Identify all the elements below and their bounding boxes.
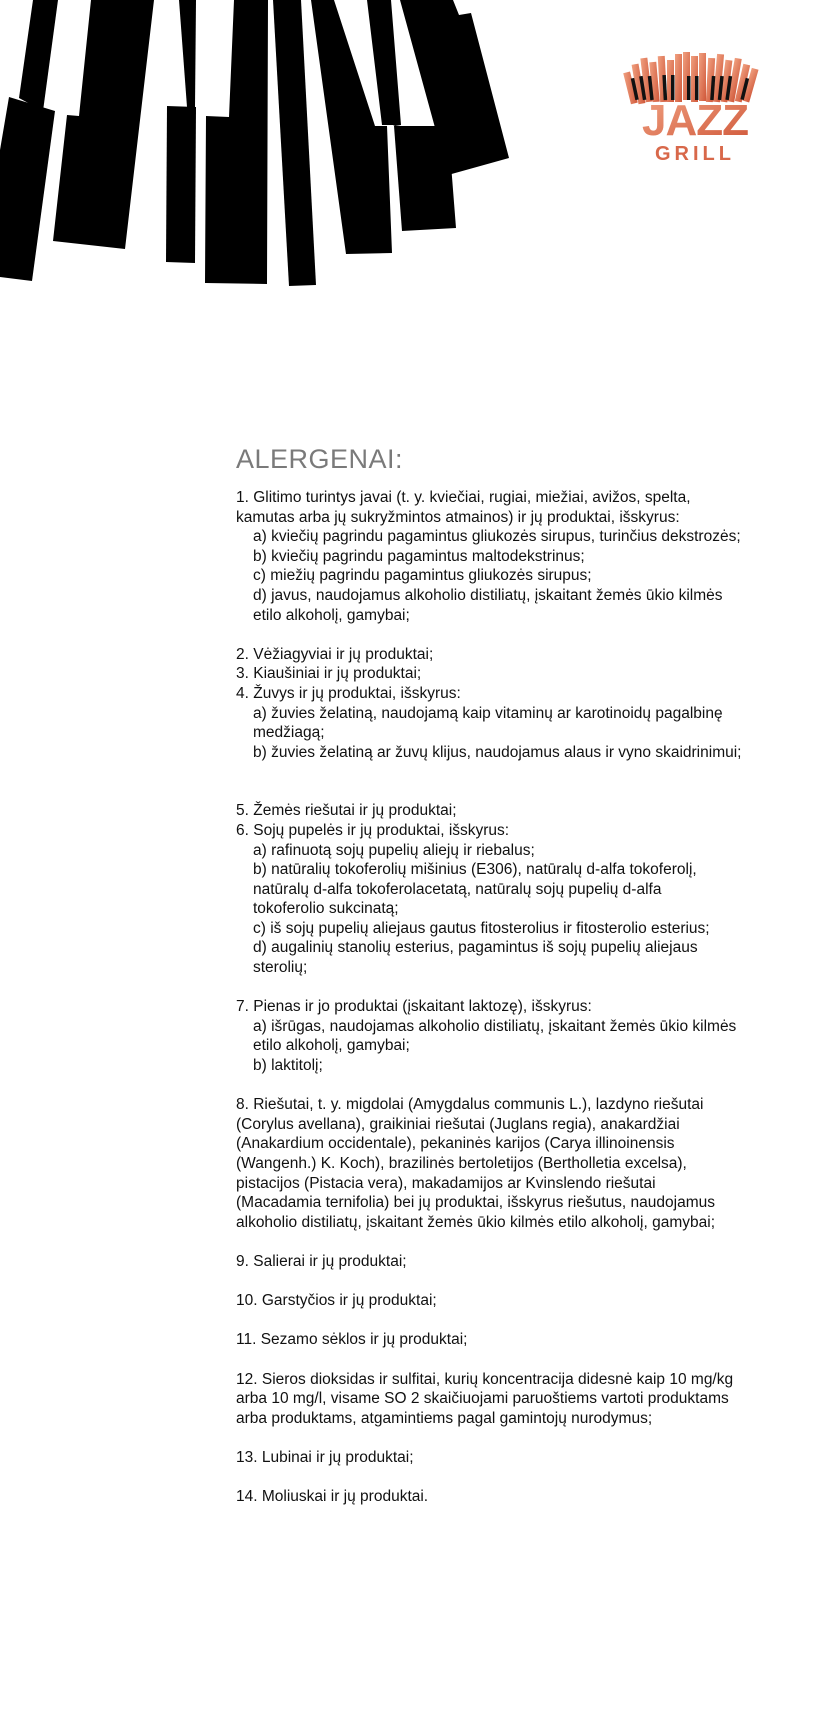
allergen-item-text: (Corylus avellana), graikiniai riešutai (Juglans regia), anakardžiai <box>236 1115 680 1133</box>
allergen-item-text: 3. Kiaušiniai ir jų produktai; <box>236 665 422 683</box>
allergen-exception: etilo alkoholį, gamybai; <box>253 1037 410 1055</box>
allergen-item <box>236 997 776 1075</box>
piano-key <box>205 0 268 284</box>
allergen-exception: b) laktitolį; <box>253 1057 323 1075</box>
spacer <box>236 1076 776 1096</box>
spacer <box>236 1311 776 1331</box>
allergen-item-text: kamutas arba jų sukryžmintos atmainos) ir jų produktai, išskyrus: <box>236 508 680 526</box>
allergen-item <box>236 1370 776 1429</box>
allergens-section <box>236 444 776 1507</box>
spacer <box>236 1350 776 1370</box>
allergen-exception: c) iš sojų pupelių aliejaus gautus fitosterolius ir fitosterolio esterius; <box>253 919 710 937</box>
piano-key <box>179 0 196 107</box>
allergen-exception: sterolių; <box>253 959 308 977</box>
allergen-item <box>236 1448 776 1468</box>
allergen-exception: d) javus, naudojamus alkoholio distiliatų, įskaitant žemės ūkio kilmės <box>253 586 723 604</box>
piano-key <box>166 106 196 263</box>
allergen-item-text: 2. Vėžiagyviai ir jų produktai; <box>236 645 434 663</box>
allergen-exception: tokoferolio sukcinatą; <box>253 900 399 918</box>
allergen-item <box>236 821 776 978</box>
allergen-item-text: 8. Riešutai, t. y. migdolai (Amygdalus communis L.), lazdyno riešutai <box>236 1096 704 1114</box>
allergen-list <box>236 488 776 1507</box>
allergen-exception: etilo alkoholį, gamybai; <box>253 606 410 624</box>
spacer <box>236 1272 776 1292</box>
allergen-exception: a) kviečių pagrindu pagamintus gliukozės sirupus, turinčius dekstrozės; <box>253 528 741 546</box>
allergen-item-text: 9. Salierai ir jų produktai; <box>236 1252 407 1270</box>
allergen-item-text: 11. Sezamo sėklos ir jų produktai; <box>236 1331 468 1349</box>
allergen-exception: d) augalinių stanolių esterius, pagamintus iš sojų pupelių aliejaus <box>253 939 698 957</box>
allergen-exception: b) kviečių pagrindu pagamintus maltodekstrinus; <box>253 547 585 565</box>
allergen-item-text: 6. Sojų pupelės ir jų produktai, išskyrus: <box>236 821 510 839</box>
allergen-item-text: (Wangenh.) K. Koch), brazilinės bertoletijos (Bertholletia excelsa), <box>236 1155 687 1172</box>
spacer <box>236 762 776 801</box>
allergen-exception: natūralų d-alfa tokoferolacetatą, natūralų sojų pupelių d-alfa <box>253 880 662 898</box>
allergen-item <box>236 645 776 665</box>
allergen-item-text: 12. Sieros dioksidas ir sulfitai, kurių koncentracija didesnė kaip 10 mg/kg <box>236 1370 734 1388</box>
allergen-item-text: (Macadamia ternifolia) bei jų produktai, išskyrus riešutus, naudojamus <box>236 1194 715 1212</box>
allergen-item-text: 7. Pienas ir jo produktai (įskaitant laktozę), išskyrus: <box>236 998 592 1016</box>
allergen-item-text: 4. Žuvys ir jų produktai, išskyrus: <box>236 684 461 702</box>
allergen-item <box>236 1487 776 1507</box>
allergen-item-text: arba 10 mg/l, visame SO 2 skaičiuojami paruoštiems vartoti produktams <box>236 1390 729 1408</box>
spacer <box>236 625 776 645</box>
piano-keys-icon <box>0 0 509 286</box>
piano-key <box>0 97 55 281</box>
allergen-item <box>236 1291 776 1311</box>
allergen-item-text: 1. Glitimo turintys javai (t. y. kviečiai, rugiai, miežiai, avižos, spelta, <box>236 489 691 506</box>
allergen-item-text: arba produktams, atgamintiems pagal gamintojų nurodymus; <box>236 1409 653 1427</box>
logo-sub: GRILL <box>655 143 735 165</box>
spacer <box>236 1428 776 1448</box>
allergen-exception: b) natūralių tokoferolių mišinius (E306), natūralų d-alfa tokoferolį, <box>253 861 697 879</box>
logo-word: JAZZ <box>642 96 748 145</box>
allergen-item-text: (Anakardium occidentale), pekaninės karijos (Carya illinoinensis <box>236 1135 675 1153</box>
allergen-exception: b) žuvies želatiną ar žuvų klijus, naudojamus alaus ir vyno skaidrinimui; <box>253 743 742 761</box>
page-title: ALERGENAI: <box>236 444 404 474</box>
allergen-item-text: 5. Žemės riešutai ir jų produktai; <box>236 802 457 820</box>
allergen-item-text: pistacijos (Pistacia vera), makadamijos ar Kvinslendo riešutai <box>236 1174 656 1192</box>
spacer <box>236 1232 776 1252</box>
allergen-exception: medžiagą; <box>253 724 325 742</box>
jazz-grill-logo <box>615 50 775 165</box>
allergen-item <box>236 488 776 625</box>
piano-key <box>53 0 154 249</box>
allergen-item <box>236 801 776 821</box>
allergen-exception: a) rafinuotą sojų pupelių aliejų ir riebalus; <box>253 841 535 859</box>
allergen-item <box>236 684 776 762</box>
allergen-item <box>236 664 776 684</box>
piano-keys-decoration <box>0 0 560 300</box>
allergen-exception: a) išrūgas, naudojamas alkoholio distiliatų, įskaitant žemės ūkio kilmės <box>253 1017 737 1035</box>
spacer <box>236 978 776 998</box>
allergen-exception: c) miežių pagrindu pagamintus gliukozės sirupus; <box>253 567 592 585</box>
allergen-item <box>236 1095 776 1232</box>
allergen-item-text: 13. Lubinai ir jų produktai; <box>236 1448 414 1466</box>
allergen-item-text: alkoholio distiliatų, įskaitant žemės ūkio kilmės etilo alkoholį, gamybai; <box>236 1213 716 1231</box>
piano-key <box>367 0 401 126</box>
allergen-item-text: 10. Garstyčios ir jų produktai; <box>236 1292 437 1310</box>
spacer <box>236 1468 776 1488</box>
piano-key <box>273 0 316 286</box>
allergen-item <box>236 1252 776 1272</box>
allergen-item <box>236 1330 776 1350</box>
allergen-exception: a) žuvies želatiną, naudojamą kaip vitaminų ar karotinoidų pagalbinę <box>253 704 723 722</box>
allergen-item-text: 14. Moliuskai ir jų produktai. <box>236 1488 429 1506</box>
piano-key <box>19 0 58 111</box>
